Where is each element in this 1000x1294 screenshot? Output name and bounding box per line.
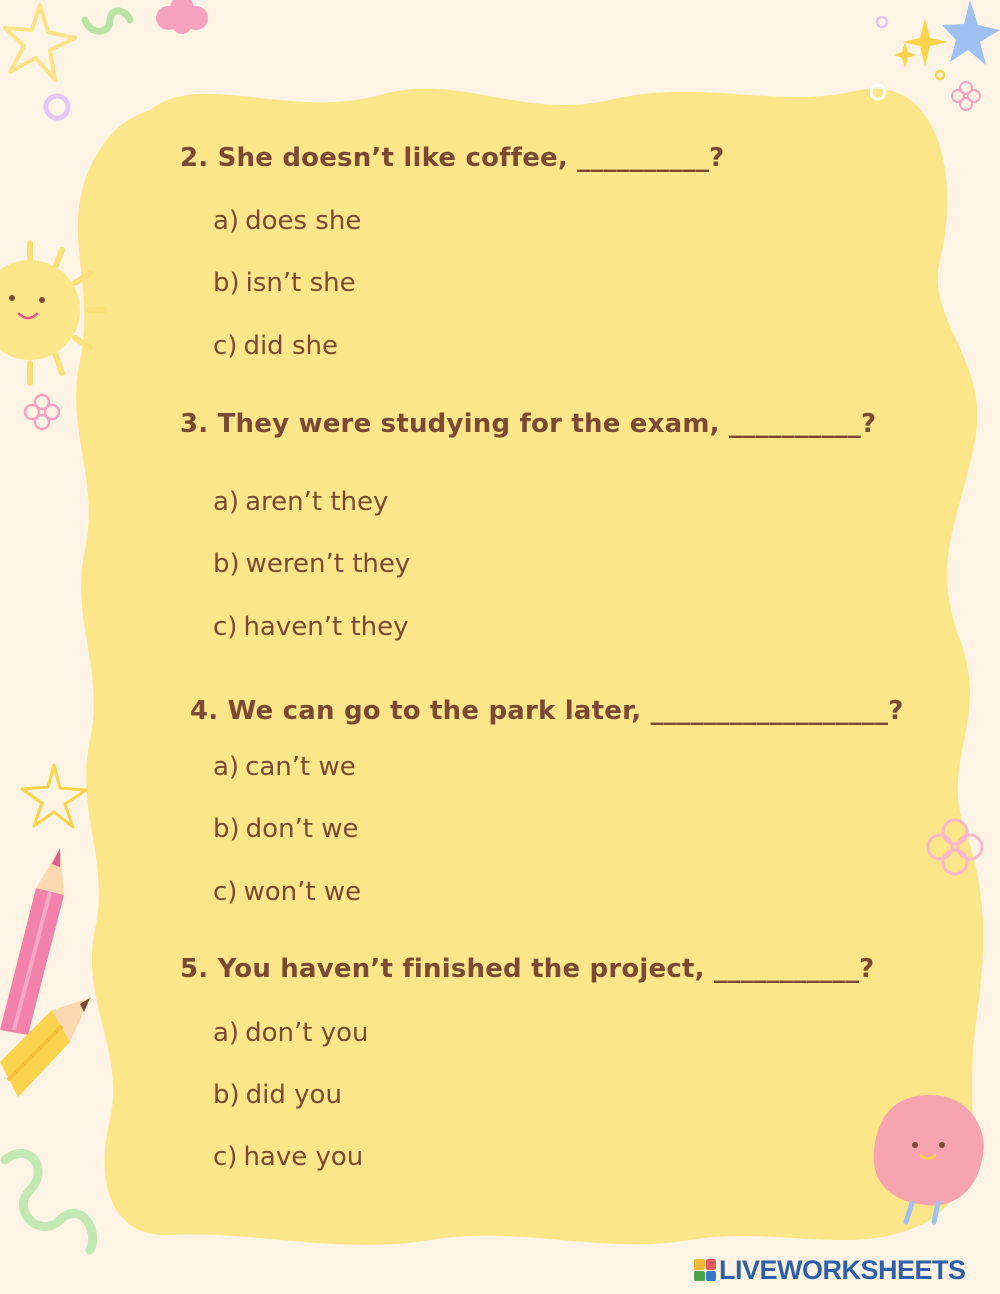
option-text: aren’t they bbox=[245, 487, 389, 517]
question-2-option-a[interactable] bbox=[213, 206, 361, 236]
option-letter: b) bbox=[213, 549, 240, 579]
green-swirl-icon bbox=[0, 1130, 110, 1260]
question-3-option-c[interactable] bbox=[213, 612, 409, 642]
question-4-option-c[interactable] bbox=[213, 877, 361, 907]
flower-icon bbox=[152, 0, 212, 35]
option-letter: a) bbox=[213, 752, 240, 782]
question-5-option-c[interactable] bbox=[213, 1142, 363, 1172]
question-4-option-a[interactable] bbox=[213, 752, 356, 782]
question-prompt-4: 4. We can go to the park later, __________________? bbox=[190, 696, 904, 726]
option-letter: c) bbox=[213, 877, 238, 907]
question-5-option-a[interactable] bbox=[213, 1018, 368, 1048]
option-text: haven’t they bbox=[243, 612, 409, 642]
liveworksheets-brand bbox=[694, 1254, 966, 1286]
question-4-option-b[interactable] bbox=[213, 814, 359, 844]
option-letter: a) bbox=[213, 487, 240, 517]
option-text: won’t we bbox=[243, 877, 362, 907]
yellow-pencil-icon bbox=[0, 992, 95, 1102]
flower-outline-icon bbox=[922, 814, 988, 880]
question-prompt-3: 3. They were studying for the exam, __________? bbox=[180, 409, 877, 439]
option-letter: a) bbox=[213, 206, 240, 236]
option-text: did she bbox=[243, 331, 338, 361]
option-letter: c) bbox=[213, 612, 238, 642]
option-text: don’t we bbox=[245, 814, 359, 844]
option-letter: b) bbox=[213, 814, 240, 844]
option-letter: c) bbox=[213, 331, 238, 361]
option-letter: c) bbox=[213, 1142, 238, 1172]
swirl-icon bbox=[80, 0, 140, 40]
option-letter: b) bbox=[213, 1080, 240, 1110]
pink-blob-character-icon bbox=[870, 1090, 990, 1230]
sparkle-stars-icon bbox=[870, 0, 1000, 115]
option-text: don’t you bbox=[245, 1018, 369, 1048]
question-prompt-2: 2. She doesn’t like coffee, __________? bbox=[180, 143, 725, 173]
brand-name: LIVEWORKSHEETS bbox=[719, 1254, 966, 1285]
question-prompt-5: 5. You haven’t finished the project, ___________? bbox=[180, 954, 875, 984]
option-text: did you bbox=[245, 1080, 342, 1110]
question-3-option-a[interactable] bbox=[213, 487, 388, 517]
question-5-option-b[interactable] bbox=[213, 1080, 342, 1110]
small-flower-icon bbox=[20, 390, 64, 434]
outline-star-icon bbox=[18, 762, 90, 830]
ring-icon bbox=[40, 90, 74, 124]
option-text: can’t we bbox=[245, 752, 356, 782]
option-text: isn’t she bbox=[245, 268, 356, 298]
question-2-option-c[interactable] bbox=[213, 331, 338, 361]
question-3-option-b[interactable] bbox=[213, 549, 410, 579]
option-letter: b) bbox=[213, 268, 240, 298]
star-icon bbox=[0, 0, 80, 90]
liveworksheets-logo-icon bbox=[694, 1259, 716, 1281]
option-text: weren’t they bbox=[245, 549, 411, 579]
sun-icon bbox=[0, 238, 110, 388]
option-letter: a) bbox=[213, 1018, 240, 1048]
option-text: have you bbox=[243, 1142, 364, 1172]
question-2-option-b[interactable] bbox=[213, 268, 356, 298]
option-text: does she bbox=[245, 206, 362, 236]
